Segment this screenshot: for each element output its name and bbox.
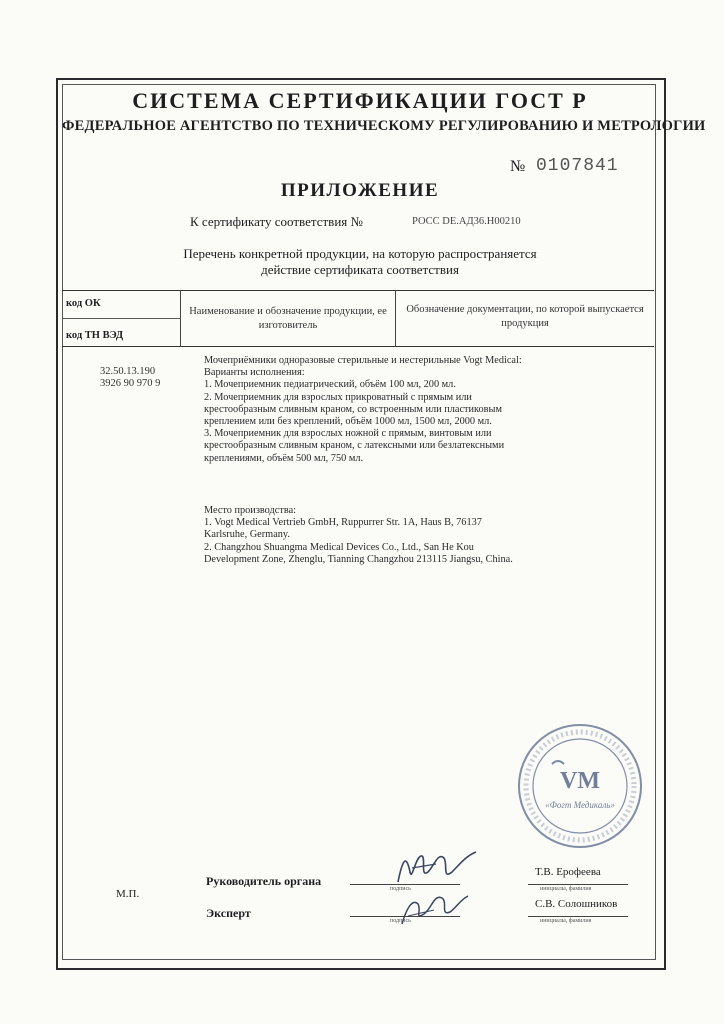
header-product-name: Наименование и обозначение продукции, ее изготовитель [189,306,387,331]
table-top-rule [62,290,654,291]
header-documentation: Обозначение документации, по которой выпускается продукция [406,304,644,329]
certificate-label: К сертификату соответствия № [190,214,363,229]
header-code-ok: код ОК [66,298,101,309]
head-name: Т.В. Ерофеева [535,866,601,878]
head-name-line [528,884,628,885]
blank-number-label: № [510,158,526,175]
code-ok-value: 32.50.13.190 [100,366,156,377]
blank-number: 0107841 [536,156,619,176]
manufacturing-sites: Место производства: 1. Vogt Medical Vertrieb GmbH, Ruppurrer Str. 1A, Haus B, 76137 Karlsruhe, Germany. 2. Changzhou Shuangma Medical Devices Co., Ltd., San He Kou Development Zone, Zhenglu, Tianning Changzhou 213115 Jiangsu, China. [204,505,513,565]
system-title: СИСТЕМА СЕРТИФИКАЦИИ ГОСТ Р [132,88,588,113]
product-description: Мочеприёмники одноразовые стерильные и нестерильные Vogt Medical: Варианты исполнения: 1. Мочеприемник педиатрический, объём 100 мл, 200 мл. 2. Мочеприемник для взрослых прикроватный с прямым или крестообразным сливным краном, со встроенным или пластиковым креплением или без креплений, объём 1000 мл, 1500 мл, 2000 мл. 3. Мочеприемник для взрослых ножной с прямым, винтовым или крестообразным сливным краном, с латексными или безлатексными креплениями, объём 500 мл, 750 мл. [204,355,522,464]
code-column-divider [62,318,180,319]
expert-signature [394,880,474,930]
expert-name-line [528,916,628,917]
head-name-caption: инициалы, фамилия [540,886,592,892]
company-stamp [516,722,644,850]
seal-place-label: М.П. [116,888,140,900]
intro-line-1: Перечень конкретной продукции, на которую распространяется [183,246,537,261]
table-header-rule [62,346,654,347]
agency-name: ФЕДЕРАЛЬНОЕ АГЕНТСТВО ПО ТЕХНИЧЕСКОМУ РЕГУЛИРОВАНИЮ И МЕТРОЛОГИИ [62,118,706,134]
header-code-tnved: код ТН ВЭД [66,330,124,341]
stamp-logo: VM [560,768,600,794]
head-signature-caption: подпись [390,886,411,892]
certificate-number: РОСС DE.АД36.Н00210 [412,216,521,227]
intro-line-2: действие сертификата соответствия [261,262,459,277]
expert-signature-caption: подпись [390,918,411,924]
stamp-company: «Фогт Медикаль» [545,800,615,810]
code-tnved-value: 3926 90 970 9 [100,378,161,389]
expert-name: С.В. Солошников [535,898,618,910]
expert-role-label: Эксперт [206,906,251,920]
expert-name-caption: инициалы, фамилия [540,918,592,924]
head-role-label: Руководитель органа [206,874,322,888]
appendix-title: ПРИЛОЖЕНИЕ [280,180,440,201]
